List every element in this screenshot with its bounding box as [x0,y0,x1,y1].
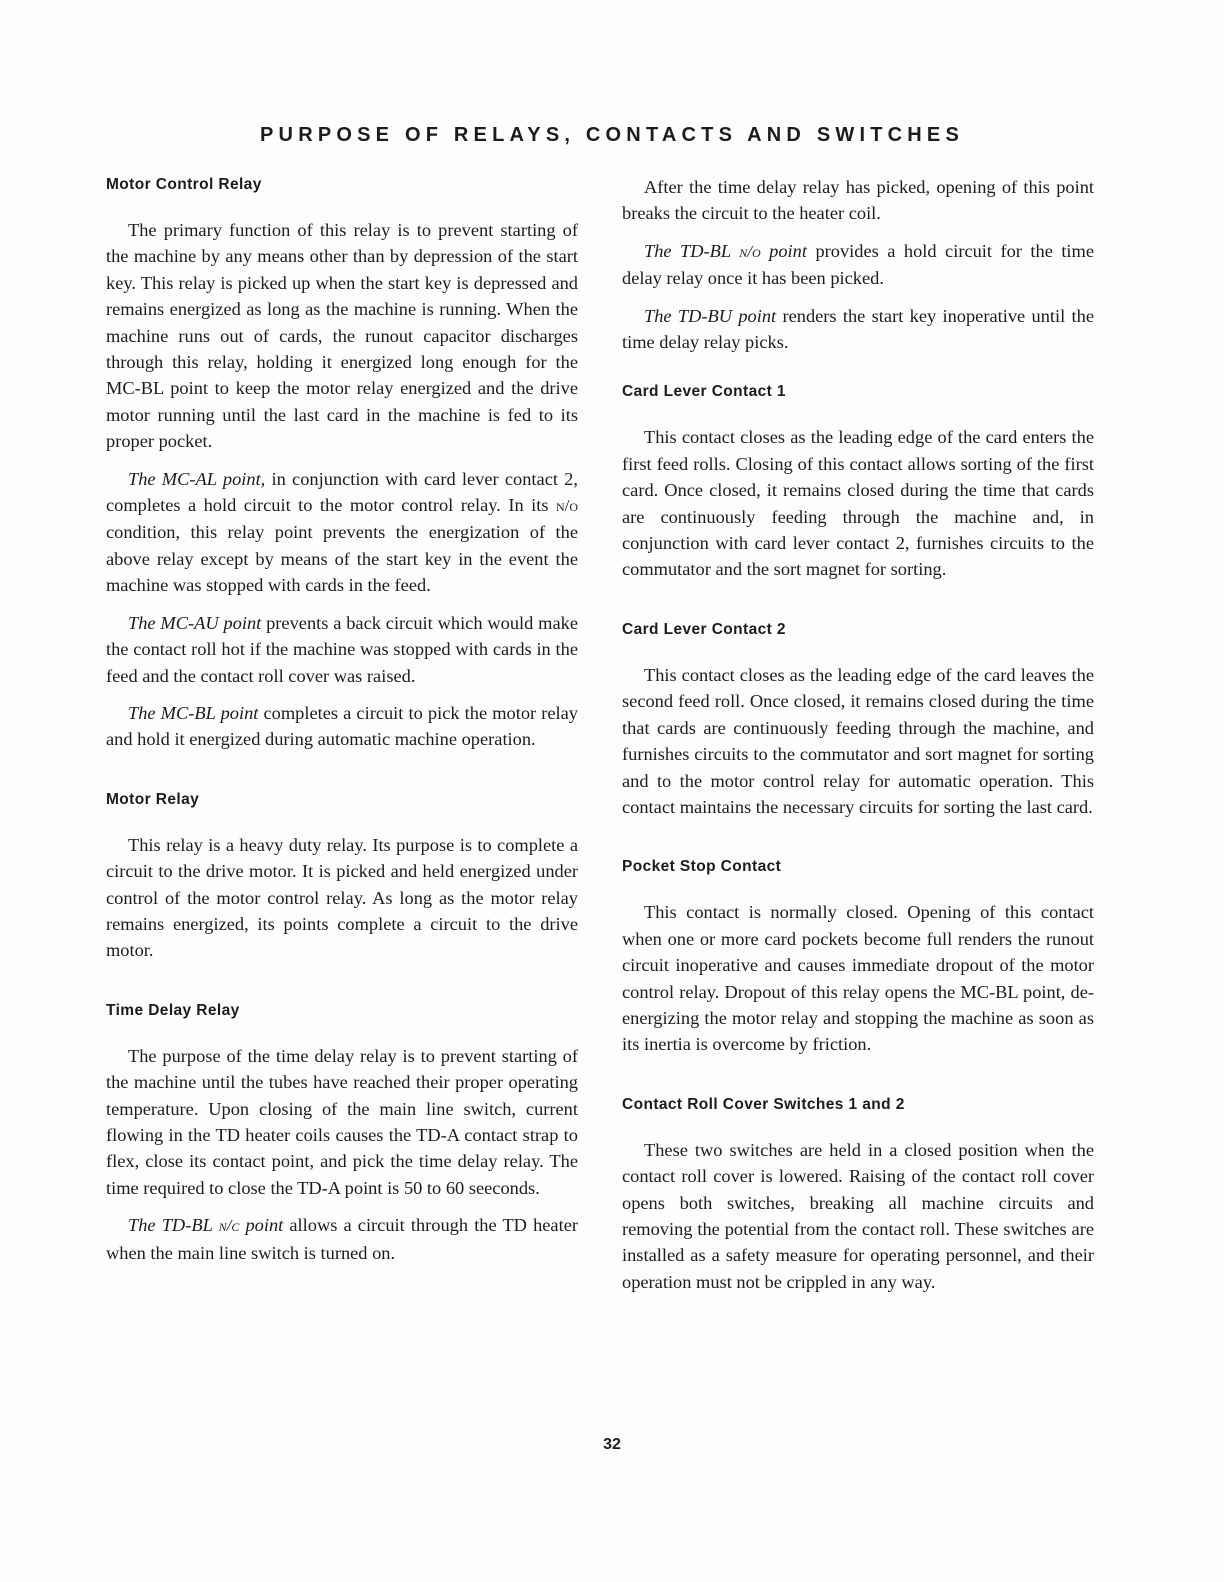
section-pocket-stop-contact [622,856,1094,1057]
section-time-delay-continued [622,174,1094,355]
paragraph: This relay is a heavy duty relay. Its purpose is to complete a circuit to the drive motor. It is picked and held energized under control of the motor control relay. As long as the motor relay remains energized, its points complete a circuit to the drive motor. [106,834,578,961]
point-lead: The TD-BL n/o point [644,240,807,261]
paragraph: The TD-BL n/o point provides a hold circuit for the time delay relay once it has been picked. [622,240,1095,289]
point-lead: The TD-BL n/c point [128,1215,284,1236]
section-heading: Card Lever Contact 1 [622,383,786,401]
page-number: 32 [603,1436,621,1453]
paragraph: The purpose of the time delay relay is to prevent starting of the machine until the tubes have reached their proper operating temperature. Upon closing of the main line switch, current flowing in the TD heater coils causes the TD-A contact strap to flex, close its contact point, and pick the time delay relay. The time required to close the TD-A point is 50 to 60 seeconds. [106,1045,578,1198]
point-lead: The MC-BL point [128,702,259,723]
section-contact-roll-cover-switches [622,1094,1094,1295]
point-lead: The MC-AL point, [128,468,266,489]
right-column [622,174,1094,1331]
paragraph: This contact closes as the leading edge of the card enters the first feed rolls. Closing of this contact allows sorting of the first card. Once closed, it remains closed during the time that cards are continuously feeding through the machine and, in conjunction with card lever contact 2, furnishes circuits to the commutator and the sort magnet for sorting. [622,427,1094,580]
section-heading: Card Lever Contact 2 [622,620,786,638]
section-motor-relay [106,789,578,964]
section-time-delay-relay [106,1000,578,1266]
section-heading: Time Delay Relay [106,1001,240,1019]
left-column [106,174,578,1302]
paragraph: The MC-BL point completes a circuit to pick the motor relay and hold it energized during automatic machine operation. [106,702,578,750]
paragraph: The TD-BU point renders the start key inoperative until the time delay relay picks. [622,305,1094,353]
section-card-lever-contact-1 [622,381,1094,582]
section-card-lever-contact-2 [622,619,1094,820]
paragraph: The primary function of this relay is to prevent starting of the machine by any means other than by depression of the start key. This relay is picked up when the start key is depressed and remains energized as long as the machine is running. When the machine runs out of cards, the runout capacitor discharges through this relay, holding it energized long enough for the MC-BL point to keep the motor relay energized and the drive motor running until the last card in the machine is fed to its proper pocket. [106,220,578,452]
paragraph: The TD-BL n/c point allows a circuit through the TD heater when the main line switch is turned on. [106,1215,578,1263]
paragraph: These two switches are held in a closed position when the contact roll cover is lowered. Raising of the contact roll cover opens both switches, breaking all machine circuits and removing the potential from the contact roll. These switches are installed as a safety measure for operating personnel, and their operation must not be crippled in any way. [622,1139,1094,1292]
section-motor-control-relay [106,174,578,753]
section-heading: Contact Roll Cover Switches 1 and 2 [622,1095,905,1113]
paragraph: This contact closes as the leading edge of the card leaves the second feed roll. Once closed, it remains closed during the time that cards are continuously feeding through the machine, and furnishes circuits to the commutator and sort magnet for sorting and to the motor control relay for automatic operation. This contact maintains the necessary circuits for sorting the last card. [622,664,1094,817]
paragraph: The MC-AU point prevents a back circuit which would make the contact roll hot if the machine was stopped with cards in the feed and the contact roll cover was raised. [106,612,578,686]
section-heading: Motor Relay [106,790,200,808]
paragraph: This contact is normally closed. Opening of this contact when one or more card pockets become full renders the runout circuit inoperative and causes immediate dropout of the motor control relay. Dropout of this relay opens the MC-BL point, de-energizing the motor relay and stopping the machine as soon as its inertia is overcome by friction. [622,902,1094,1055]
paragraph: After the time delay relay has picked, opening of this point breaks the circuit to the heater coil. [622,177,1094,224]
paragraph: The MC-AL point, in conjunction with card lever contact 2, completes a hold circuit to the motor control relay. In its n/o condition, this relay point prevents the energization of the above relay except by means of the start key in the event the machine was stopped with cards in the feed. [106,468,578,596]
point-lead: The MC-AU point [128,612,262,633]
point-lead: The TD-BU point [644,305,777,326]
section-heading: Pocket Stop Contact [622,858,782,876]
page-title: PURPOSE OF RELAYS, CONTACTS AND SWITCHES [260,124,964,146]
section-heading: Motor Control Relay [106,176,262,193]
